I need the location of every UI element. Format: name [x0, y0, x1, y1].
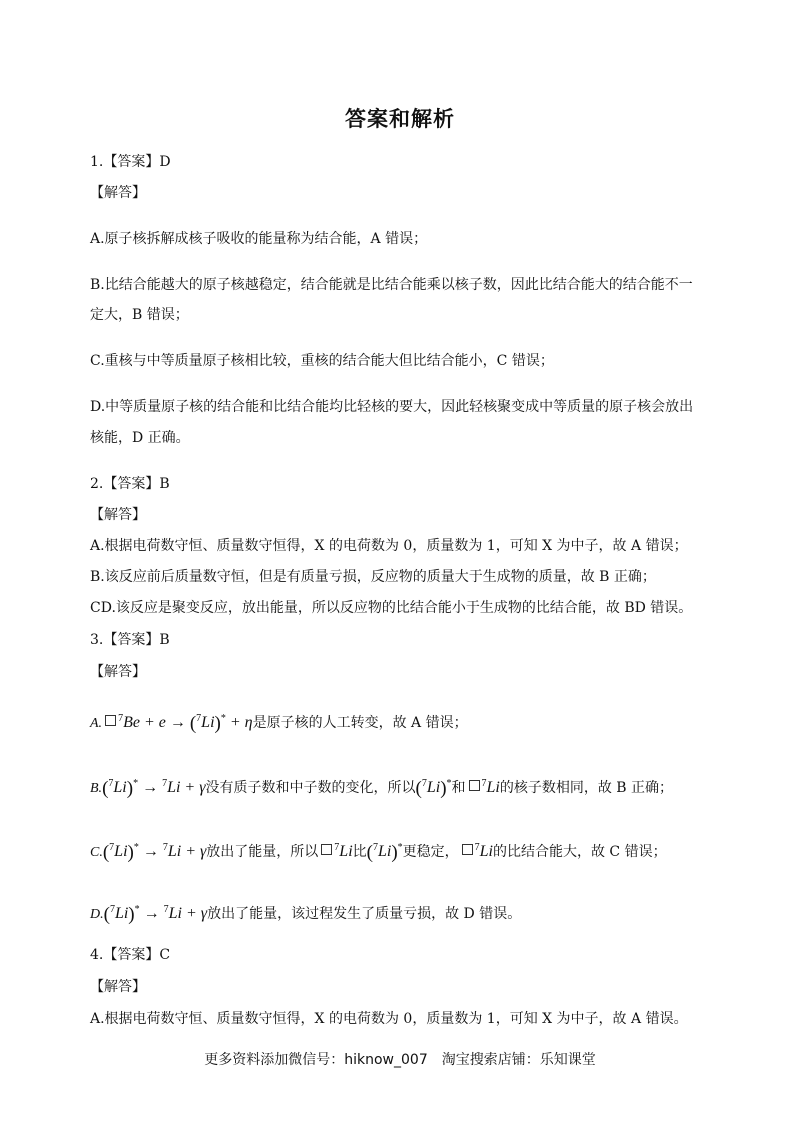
equation-b: ($^7$Li)* → $^7$Li + γ — [102, 778, 206, 799]
li-formula: $^7$Li — [474, 842, 493, 860]
option-letter: C. — [90, 845, 103, 860]
q4-answer: 4.【答案】C — [90, 947, 171, 963]
q3-c-text2: 比 — [352, 844, 367, 860]
q3-c-text1: 放出了能量，所以 — [206, 844, 319, 860]
q2-option-cd: CD.该反应是聚变反应，放出能量，所以反应物的比结合能小于生成物的比结合能，故 BD 错误。 — [90, 600, 693, 616]
q4-option-a: A.根据电荷数守恒、质量数守恒得，X 的电荷数为 0，质量数为 1，可知 X 为中子，故 A 错误。 — [90, 1011, 688, 1027]
equation-a: $^7$Be + e → ($^7$Li)* + η — [118, 713, 253, 734]
q1-option-b-line2: 定大，B 错误； — [90, 307, 189, 323]
q3-a-text: 是原子核的人工转变，故 A 错误； — [252, 715, 468, 731]
q1-option-b-line1: B.比结合能越大的原子核越稳定，结合能就是比结合能乘以核子数，因此比结合能大的结合能不一 — [90, 277, 693, 293]
q3-option-d — [90, 904, 521, 926]
option-letter: D. — [90, 907, 104, 922]
q1-option-d-line1: D.中等质量原子核的结合能和比结合能均比轻核的要大，因此轻核聚变成中等质量的原子核会放出 — [90, 399, 694, 415]
q3-b-text2: 和 — [451, 780, 466, 796]
li-formula: $^7$Li — [481, 778, 500, 796]
q4-jieda-heading: 【解答】 — [90, 979, 146, 995]
missing-glyph-box — [321, 844, 332, 855]
q3-c-text3: 更稳定， — [402, 844, 459, 860]
q1-option-c: C.重核与中等质量原子核相比较，重核的结合能大但比结合能小，C 错误； — [90, 353, 554, 369]
missing-glyph-box — [462, 844, 473, 855]
q1-option-d-line2: 核能，D 正确。 — [90, 430, 190, 446]
option-letter: A. — [90, 716, 103, 731]
missing-glyph-box — [105, 715, 116, 726]
page-title: 答案和解析 — [345, 106, 455, 131]
page-footer: 更多资料添加微信号：hiknow_007 淘宝搜索店铺：乐知课堂 — [204, 1052, 596, 1068]
q3-jieda-heading: 【解答】 — [90, 664, 146, 680]
q3-option-c — [90, 842, 667, 864]
q3-b-text3: 的核子数相同，故 B 正确； — [499, 780, 674, 796]
q2-jieda-heading: 【解答】 — [90, 507, 146, 523]
q1-answer: 1.【答案】D — [90, 154, 171, 170]
q3-option-b — [90, 778, 673, 800]
q2-answer: 2.【答案】B — [90, 476, 170, 492]
q3-d-text: 放出了能量，该过程发生了质量亏损，故 D 错误。 — [207, 906, 522, 922]
equation-c: ($^7$Li)* → $^7$Li + γ — [102, 842, 207, 863]
q1-option-a: A.原子核拆解成核子吸收的能量称为结合能，A 错误； — [90, 231, 428, 247]
q3-option-a — [90, 713, 468, 735]
missing-glyph-box — [469, 780, 480, 791]
option-letter: B. — [90, 781, 103, 796]
excited-li-formula: ($^7$Li)* — [366, 842, 403, 863]
equation-d: ($^7$Li)* → $^7$Li + γ — [103, 904, 208, 925]
q3-answer: 3.【答案】B — [90, 632, 170, 648]
q1-jieda-heading: 【解答】 — [90, 185, 146, 201]
q2-option-b: B.该反应前后质量数守恒，但是有质量亏损，反应物的质量大于生成物的质量，故 B 正确； — [90, 569, 656, 585]
q3-c-text4: 的比结合能大，故 C 错误； — [492, 844, 667, 860]
excited-li-formula: ($^7$Li)* — [415, 778, 452, 799]
li-formula: $^7$Li — [334, 842, 353, 860]
q3-b-text1: 没有质子数和中子数的变化，所以 — [205, 780, 416, 796]
q2-option-a: A.根据电荷数守恒、质量数守恒得，X 的电荷数为 0，质量数为 1，可知 X 为中子，故 A 错误； — [90, 538, 688, 554]
